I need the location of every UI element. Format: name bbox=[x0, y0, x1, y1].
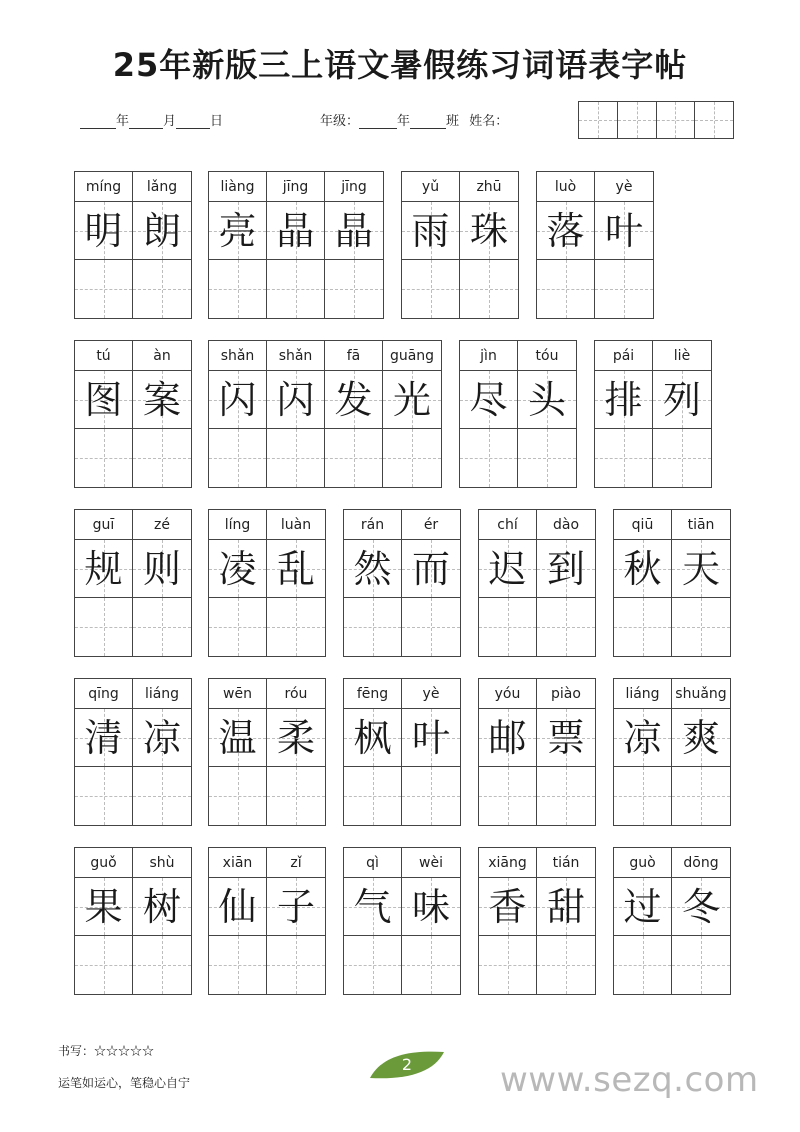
word-box bbox=[74, 678, 192, 826]
pinyin: dào bbox=[537, 510, 595, 540]
char-column bbox=[460, 341, 518, 487]
hanzi: 天 bbox=[681, 547, 720, 591]
practice-cell[interactable] bbox=[325, 260, 383, 318]
word-box bbox=[478, 678, 596, 826]
char-column bbox=[133, 341, 191, 487]
hanzi-cell bbox=[672, 878, 730, 936]
pinyin: wèi bbox=[402, 848, 460, 878]
word-row bbox=[0, 340, 800, 488]
hanzi: 乱 bbox=[276, 547, 315, 591]
word-box bbox=[478, 847, 596, 995]
practice-cell[interactable] bbox=[209, 260, 266, 318]
practice-cell[interactable] bbox=[518, 429, 576, 487]
char-column bbox=[133, 848, 191, 994]
char-column bbox=[479, 510, 537, 656]
hanzi: 晶 bbox=[334, 209, 373, 253]
char-column bbox=[537, 848, 595, 994]
hanzi: 甜 bbox=[546, 885, 585, 929]
day-label: 日 bbox=[210, 114, 224, 129]
pinyin: xiāng bbox=[479, 848, 536, 878]
hanzi-cell bbox=[133, 371, 191, 429]
word-box bbox=[74, 847, 192, 995]
pinyin: zhū bbox=[460, 172, 518, 202]
class-label: 班 bbox=[446, 114, 460, 129]
char-column bbox=[344, 679, 402, 825]
char-column bbox=[537, 679, 595, 825]
char-column bbox=[537, 172, 595, 318]
hanzi-cell bbox=[614, 709, 671, 767]
name-cell[interactable] bbox=[618, 102, 657, 138]
hanzi-cell bbox=[537, 540, 595, 598]
hanzi-cell bbox=[267, 202, 324, 260]
hanzi: 闪 bbox=[218, 378, 257, 422]
char-column bbox=[267, 679, 325, 825]
word-box bbox=[613, 847, 731, 995]
hanzi: 叶 bbox=[604, 209, 643, 253]
hanzi: 而 bbox=[411, 547, 450, 591]
pinyin: liè bbox=[653, 341, 711, 371]
practice-cell[interactable] bbox=[75, 429, 132, 487]
pinyin: guāng bbox=[383, 341, 441, 371]
hanzi-cell bbox=[133, 878, 191, 936]
practice-cell[interactable] bbox=[537, 598, 595, 656]
hanzi: 则 bbox=[142, 547, 181, 591]
hanzi: 仙 bbox=[218, 885, 257, 929]
word-box bbox=[536, 171, 654, 319]
hanzi: 秋 bbox=[623, 547, 662, 591]
pinyin: yǔ bbox=[402, 172, 459, 202]
char-column bbox=[209, 510, 267, 656]
motto: 运笔如运心，笔稳心自宁 bbox=[58, 1076, 191, 1090]
pinyin: yè bbox=[595, 172, 653, 202]
hanzi: 排 bbox=[604, 378, 643, 422]
hanzi: 规 bbox=[84, 547, 123, 591]
pinyin: liàng bbox=[209, 172, 266, 202]
hanzi-cell bbox=[402, 540, 460, 598]
word-row bbox=[0, 171, 800, 319]
word-box bbox=[343, 678, 461, 826]
hanzi-cell bbox=[402, 202, 459, 260]
practice-cell[interactable] bbox=[614, 598, 671, 656]
practice-cell[interactable] bbox=[460, 429, 517, 487]
practice-cell[interactable] bbox=[402, 767, 460, 825]
hanzi: 晶 bbox=[276, 209, 315, 253]
hanzi: 树 bbox=[142, 885, 181, 929]
practice-cell[interactable] bbox=[595, 429, 652, 487]
char-column bbox=[402, 848, 460, 994]
date-line bbox=[80, 110, 223, 129]
hanzi-cell bbox=[75, 709, 132, 767]
pinyin: liáng bbox=[614, 679, 671, 709]
hanzi-cell bbox=[344, 878, 401, 936]
practice-cell[interactable] bbox=[209, 429, 266, 487]
word-box bbox=[208, 509, 326, 657]
hanzi: 珠 bbox=[469, 209, 508, 253]
hanzi-cell bbox=[344, 540, 401, 598]
hanzi-cell bbox=[325, 202, 383, 260]
hanzi: 凌 bbox=[218, 547, 257, 591]
grade-year-label: 年 bbox=[397, 114, 411, 129]
pinyin: míng bbox=[75, 172, 132, 202]
hanzi-cell bbox=[209, 540, 266, 598]
watermark: www.sezq.com bbox=[500, 1060, 759, 1100]
char-column bbox=[75, 848, 133, 994]
practice-cell[interactable] bbox=[267, 767, 325, 825]
char-column bbox=[614, 848, 672, 994]
char-column bbox=[672, 848, 730, 994]
pinyin: piào bbox=[537, 679, 595, 709]
char-column bbox=[672, 679, 730, 825]
name-grid[interactable] bbox=[578, 101, 734, 139]
hanzi: 朗 bbox=[142, 209, 181, 253]
pinyin: dōng bbox=[672, 848, 730, 878]
practice-cell[interactable] bbox=[75, 767, 132, 825]
word-box bbox=[74, 340, 192, 488]
hanzi-cell bbox=[402, 878, 460, 936]
hanzi-cell bbox=[209, 878, 266, 936]
char-column bbox=[75, 172, 133, 318]
pinyin: tiān bbox=[672, 510, 730, 540]
word-box bbox=[74, 171, 192, 319]
practice-cell[interactable] bbox=[479, 767, 536, 825]
hanzi-cell bbox=[267, 709, 325, 767]
pinyin: chí bbox=[479, 510, 536, 540]
pinyin: shǎn bbox=[267, 341, 324, 371]
hanzi-cell bbox=[460, 371, 517, 429]
char-column bbox=[209, 341, 267, 487]
practice-cell[interactable] bbox=[537, 260, 594, 318]
month-label: 月 bbox=[163, 114, 177, 129]
hanzi-cell bbox=[479, 540, 536, 598]
practice-cell[interactable] bbox=[595, 260, 653, 318]
char-column bbox=[479, 679, 537, 825]
pinyin: lǎng bbox=[133, 172, 191, 202]
hanzi: 气 bbox=[353, 885, 392, 929]
pinyin: jìn bbox=[460, 341, 517, 371]
class-blank[interactable] bbox=[410, 114, 446, 129]
practice-cell[interactable] bbox=[672, 598, 730, 656]
practice-cell[interactable] bbox=[344, 767, 401, 825]
word-box bbox=[208, 847, 326, 995]
char-column bbox=[267, 510, 325, 656]
pinyin: guò bbox=[614, 848, 671, 878]
pinyin: zé bbox=[133, 510, 191, 540]
hanzi: 柔 bbox=[276, 716, 315, 760]
hanzi-cell bbox=[325, 371, 382, 429]
hanzi: 冬 bbox=[681, 885, 720, 929]
practice-cell[interactable] bbox=[133, 767, 191, 825]
name-cell[interactable] bbox=[657, 102, 696, 138]
char-column bbox=[595, 172, 653, 318]
hanzi-cell bbox=[133, 709, 191, 767]
practice-cell[interactable] bbox=[75, 936, 132, 994]
char-column bbox=[479, 848, 537, 994]
pinyin: shuǎng bbox=[672, 679, 730, 709]
char-column bbox=[133, 679, 191, 825]
char-column bbox=[267, 172, 325, 318]
practice-cell[interactable] bbox=[325, 429, 382, 487]
hanzi-cell bbox=[537, 878, 595, 936]
month-blank[interactable] bbox=[129, 114, 163, 129]
pinyin: yóu bbox=[479, 679, 536, 709]
practice-cell[interactable] bbox=[267, 598, 325, 656]
hanzi: 邮 bbox=[488, 716, 527, 760]
hanzi: 凉 bbox=[623, 716, 662, 760]
hanzi-cell bbox=[209, 709, 266, 767]
hanzi: 票 bbox=[546, 716, 585, 760]
practice-cell[interactable] bbox=[402, 936, 460, 994]
hanzi: 爽 bbox=[681, 716, 720, 760]
hanzi-cell bbox=[479, 709, 536, 767]
pinyin: shǎn bbox=[209, 341, 266, 371]
practice-cell[interactable] bbox=[653, 429, 711, 487]
hanzi-cell bbox=[479, 878, 536, 936]
pinyin: zǐ bbox=[267, 848, 325, 878]
pinyin: xiān bbox=[209, 848, 266, 878]
hanzi: 图 bbox=[84, 378, 123, 422]
hanzi: 明 bbox=[84, 209, 123, 253]
practice-cell[interactable] bbox=[479, 598, 536, 656]
hanzi: 香 bbox=[488, 885, 527, 929]
practice-cell[interactable] bbox=[537, 936, 595, 994]
hanzi: 温 bbox=[218, 716, 257, 760]
word-box bbox=[478, 509, 596, 657]
year-label: 年 bbox=[116, 114, 130, 129]
pinyin: guǒ bbox=[75, 848, 132, 878]
hanzi-cell bbox=[460, 202, 518, 260]
hanzi-cell bbox=[653, 371, 711, 429]
hanzi: 到 bbox=[546, 547, 585, 591]
pinyin: tóu bbox=[518, 341, 576, 371]
word-row bbox=[0, 509, 800, 657]
word-box bbox=[613, 509, 731, 657]
page-title: 25年新版三上语文暑假练习词语表字帖 bbox=[112, 46, 688, 84]
practice-cell[interactable] bbox=[537, 767, 595, 825]
practice-cell[interactable] bbox=[209, 767, 266, 825]
word-box bbox=[343, 847, 461, 995]
char-column bbox=[653, 341, 711, 487]
char-column bbox=[75, 341, 133, 487]
day-blank[interactable] bbox=[176, 114, 210, 129]
pinyin: tián bbox=[537, 848, 595, 878]
pinyin: ér bbox=[402, 510, 460, 540]
hanzi: 然 bbox=[353, 547, 392, 591]
hanzi: 雨 bbox=[411, 209, 450, 253]
grade-line bbox=[320, 110, 508, 129]
char-column bbox=[614, 510, 672, 656]
hanzi-cell bbox=[344, 709, 401, 767]
hanzi: 清 bbox=[84, 716, 123, 760]
char-column bbox=[518, 341, 576, 487]
word-row bbox=[0, 847, 800, 995]
practice-cell[interactable] bbox=[133, 260, 191, 318]
hanzi-cell bbox=[209, 202, 266, 260]
hanzi-cell bbox=[75, 878, 132, 936]
char-column bbox=[209, 848, 267, 994]
hanzi: 案 bbox=[142, 378, 181, 422]
hanzi: 迟 bbox=[488, 547, 527, 591]
hanzi: 果 bbox=[84, 885, 123, 929]
grade-blank[interactable] bbox=[359, 114, 397, 129]
practice-cell[interactable] bbox=[402, 598, 460, 656]
pinyin: wēn bbox=[209, 679, 266, 709]
hanzi-cell bbox=[614, 878, 671, 936]
hanzi: 落 bbox=[546, 209, 585, 253]
hanzi-cell bbox=[383, 371, 441, 429]
hanzi-cell bbox=[209, 371, 266, 429]
practice-cell[interactable] bbox=[133, 936, 191, 994]
word-box bbox=[613, 678, 731, 826]
hanzi-cell bbox=[75, 540, 132, 598]
pinyin: pái bbox=[595, 341, 652, 371]
pinyin: qīng bbox=[75, 679, 132, 709]
hanzi-cell bbox=[267, 371, 324, 429]
pinyin: qì bbox=[344, 848, 401, 878]
hanzi: 发 bbox=[334, 378, 373, 422]
pinyin: yè bbox=[402, 679, 460, 709]
hanzi: 列 bbox=[662, 378, 701, 422]
pinyin: tú bbox=[75, 341, 132, 371]
pinyin: jīng bbox=[325, 172, 383, 202]
hanzi-cell bbox=[267, 540, 325, 598]
pinyin: jīng bbox=[267, 172, 324, 202]
pinyin: fēng bbox=[344, 679, 401, 709]
word-box bbox=[208, 171, 384, 319]
hanzi-cell bbox=[133, 540, 191, 598]
char-column bbox=[325, 172, 383, 318]
word-box bbox=[459, 340, 577, 488]
name-cell[interactable] bbox=[695, 102, 733, 138]
pinyin: líng bbox=[209, 510, 266, 540]
pinyin: qiū bbox=[614, 510, 671, 540]
hanzi: 枫 bbox=[353, 716, 392, 760]
char-column bbox=[460, 172, 518, 318]
char-column bbox=[267, 848, 325, 994]
hanzi: 闪 bbox=[276, 378, 315, 422]
hanzi-cell bbox=[518, 371, 576, 429]
char-column bbox=[267, 341, 325, 487]
char-column bbox=[595, 341, 653, 487]
word-box bbox=[74, 509, 192, 657]
practice-cell[interactable] bbox=[209, 936, 266, 994]
char-column bbox=[209, 679, 267, 825]
hanzi: 过 bbox=[623, 885, 662, 929]
char-column bbox=[75, 510, 133, 656]
name-label: 姓名： bbox=[469, 114, 509, 129]
pinyin: guī bbox=[75, 510, 132, 540]
word-box bbox=[401, 171, 519, 319]
pinyin: liáng bbox=[133, 679, 191, 709]
practice-cell[interactable] bbox=[267, 260, 324, 318]
pinyin: rán bbox=[344, 510, 401, 540]
practice-cell[interactable] bbox=[479, 936, 536, 994]
hanzi: 子 bbox=[276, 885, 315, 929]
hanzi: 尽 bbox=[469, 378, 508, 422]
char-column bbox=[325, 341, 383, 487]
hanzi-cell bbox=[614, 540, 671, 598]
hanzi-cell bbox=[672, 540, 730, 598]
practice-cell[interactable] bbox=[614, 936, 671, 994]
hanzi-cell bbox=[537, 202, 594, 260]
hanzi: 头 bbox=[527, 378, 566, 422]
char-column bbox=[133, 172, 191, 318]
hanzi: 味 bbox=[411, 885, 450, 929]
practice-cell[interactable] bbox=[672, 767, 730, 825]
practice-cell[interactable] bbox=[344, 936, 401, 994]
char-column bbox=[402, 172, 460, 318]
pinyin: luàn bbox=[267, 510, 325, 540]
char-column bbox=[537, 510, 595, 656]
practice-cell[interactable] bbox=[383, 429, 441, 487]
practice-cell[interactable] bbox=[209, 598, 266, 656]
char-column bbox=[344, 510, 402, 656]
char-column bbox=[344, 848, 402, 994]
hanzi: 凉 bbox=[142, 716, 181, 760]
hanzi: 光 bbox=[392, 378, 431, 422]
year-blank[interactable] bbox=[80, 114, 116, 129]
word-box bbox=[208, 678, 326, 826]
practice-cell[interactable] bbox=[267, 936, 325, 994]
char-column bbox=[402, 679, 460, 825]
hanzi: 叶 bbox=[411, 716, 450, 760]
pinyin: fā bbox=[325, 341, 382, 371]
practice-cell[interactable] bbox=[402, 260, 459, 318]
hanzi-cell bbox=[537, 709, 595, 767]
hanzi-cell bbox=[267, 878, 325, 936]
word-row bbox=[0, 678, 800, 826]
pinyin: luò bbox=[537, 172, 594, 202]
pinyin: róu bbox=[267, 679, 325, 709]
char-column bbox=[614, 679, 672, 825]
char-column bbox=[209, 172, 267, 318]
word-box bbox=[343, 509, 461, 657]
writing-rating: 书写：☆☆☆☆☆ bbox=[58, 1044, 155, 1058]
name-cell[interactable] bbox=[579, 102, 618, 138]
practice-cell[interactable] bbox=[267, 429, 324, 487]
hanzi-cell bbox=[75, 202, 132, 260]
char-column bbox=[133, 510, 191, 656]
practice-cell[interactable] bbox=[75, 260, 132, 318]
hanzi-cell bbox=[672, 709, 730, 767]
practice-cell[interactable] bbox=[614, 767, 671, 825]
practice-cell[interactable] bbox=[133, 429, 191, 487]
hanzi: 亮 bbox=[218, 209, 257, 253]
word-box bbox=[594, 340, 712, 488]
hanzi-cell bbox=[133, 202, 191, 260]
word-box bbox=[208, 340, 442, 488]
practice-cell[interactable] bbox=[672, 936, 730, 994]
practice-cell[interactable] bbox=[75, 598, 132, 656]
grade-label: 年级： bbox=[320, 114, 360, 129]
char-column bbox=[75, 679, 133, 825]
char-column bbox=[383, 341, 441, 487]
practice-cell[interactable] bbox=[133, 598, 191, 656]
char-column bbox=[402, 510, 460, 656]
hanzi-cell bbox=[402, 709, 460, 767]
page-number: 2 bbox=[401, 1055, 413, 1074]
hanzi-cell bbox=[595, 202, 653, 260]
practice-cell[interactable] bbox=[460, 260, 518, 318]
hanzi-cell bbox=[75, 371, 132, 429]
pinyin: shù bbox=[133, 848, 191, 878]
practice-cell[interactable] bbox=[344, 598, 401, 656]
pinyin: àn bbox=[133, 341, 191, 371]
char-column bbox=[672, 510, 730, 656]
hanzi-cell bbox=[595, 371, 652, 429]
